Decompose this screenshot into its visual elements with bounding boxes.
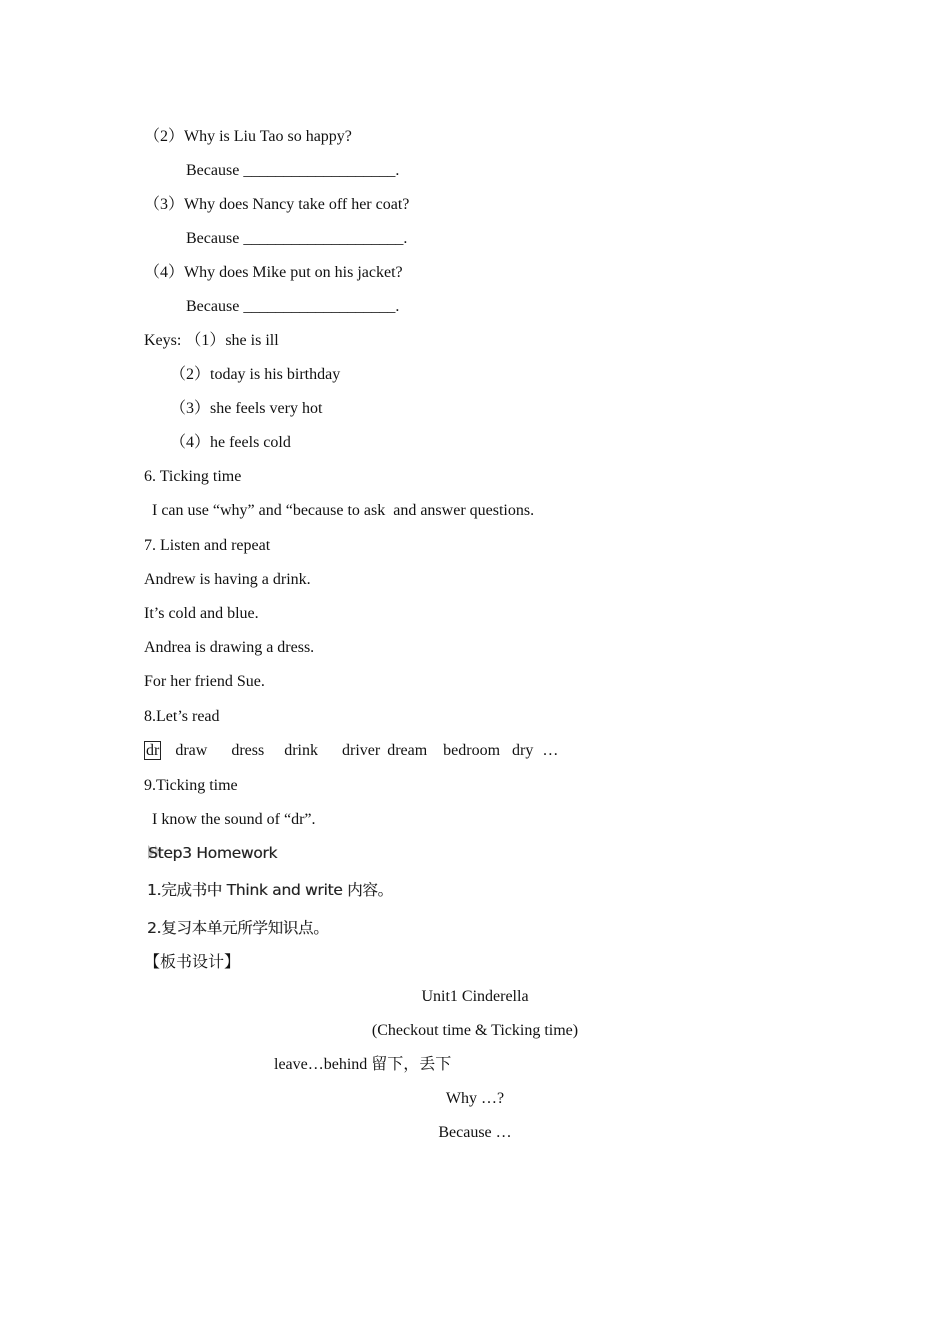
board-phrase: leave…behind 留下，丢下 [274,1056,452,1073]
word: driver [341,742,381,759]
chant-line: It’s cold and blue. [144,605,259,622]
answer-line-2 [186,161,399,181]
chant-line: Andrew is having a drink. [144,571,311,588]
key-item: （2）today is his birthday [170,366,341,383]
homework-item: 2.复习本单元所学知识点。 [147,919,329,937]
answer-blank: ___________________ [243,162,396,179]
section-7-title: 7. Listen and repeat [144,537,271,554]
chant-line: For her friend Sue. [144,673,265,690]
keys-label: Keys: [144,332,186,349]
answer-prefix: Because [186,162,244,179]
section-9-text: I know the sound of “dr”. [152,811,316,828]
answer-end: . [395,298,400,315]
answer-blank: ____________________ [243,230,404,247]
answer-prefix: Because [186,230,244,247]
question-2: （2）Why is Liu Tao so happy? [144,128,352,145]
chant-line: Andrea is drawing a dress. [144,639,315,656]
board-because: Because … [438,1124,512,1141]
question-3: （3）Why does Nancy take off her coat? [144,196,410,213]
board-title: Unit1 Cinderella [421,988,529,1005]
word: dry [512,742,534,759]
board-subtitle: (Checkout time & Ticking time) [371,1022,579,1039]
word: bedroom [443,742,501,759]
answer-blank: ___________________ [243,298,396,315]
keys-line-1 [144,331,279,351]
question-4: （4）Why does Mike put on his jacket? [144,264,403,281]
boxed-sound: dr [146,742,160,759]
word: drink [284,742,318,759]
word: dress [231,742,265,759]
homework-title: Step3 Homework [148,844,278,862]
board-why: Why …? [445,1090,505,1107]
key-item: （3）she feels very hot [170,400,323,417]
answer-line-3 [186,229,407,249]
section-8-title: 8.Let’s read [144,708,220,725]
homework-item: 1.完成书中 Think and write 内容。 [147,881,393,899]
word-list [144,741,558,761]
word: … [542,742,559,759]
board-heading: 【板书设计】 [144,954,241,971]
section-6-title: 6. Ticking time [144,468,242,485]
word: dream [387,742,428,759]
answer-prefix: Because [186,298,244,315]
section-6-text: I can use “why” and “because to ask and answer questions. [152,502,535,519]
key-item: （4）he feels cold [170,434,291,451]
homework-title-row [146,843,277,863]
word: draw [175,742,208,759]
key-item: （1）she is ill [185,332,279,349]
answer-line-4 [186,297,399,317]
answer-end: . [403,230,408,247]
section-9-title: 9.Ticking time [144,777,238,794]
answer-end: . [395,162,400,179]
